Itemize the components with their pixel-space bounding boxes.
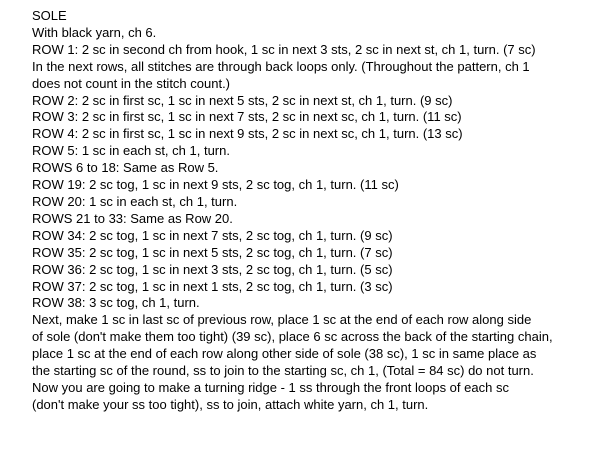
instruction-line-14: ROW 35: 2 sc tog, 1 sc in next 5 sts, 2 sc tog, ch 1, turn. (7 sc) <box>32 244 393 260</box>
instruction-line-9: ROWS 6 to 18: Same as Row 5. <box>32 160 219 176</box>
instruction-line-23: (don't make your ss too tight), ss to join, attach white yarn, ch 1, turn. <box>32 396 429 412</box>
instruction-line-13: ROW 34: 2 sc tog, 1 sc in next 7 sts, 2 sc tog, ch 1, turn. (9 sc) <box>32 227 393 243</box>
instruction-line-12: ROWS 21 to 33: Same as Row 20. <box>32 210 233 226</box>
instruction-line-4: does not count in the stitch count.) <box>32 75 231 91</box>
instruction-line-20: place 1 sc at the end of each row along other side of sole (38 sc), 1 sc in same place as <box>32 346 537 362</box>
instruction-line-22: Now you are going to make a turning ridge - 1 ss through the front loops of each sc <box>32 379 509 395</box>
instruction-line-2: ROW 1: 2 sc in second ch from hook, 1 sc in next 3 sts, 2 sc in next st, ch 1, turn. (7 sc) <box>32 41 536 57</box>
instruction-line-5: ROW 2: 2 sc in first sc, 1 sc in next 5 sts, 2 sc in next st, ch 1, turn. (9 sc) <box>32 92 453 108</box>
instruction-line-18: Next, make 1 sc in last sc of previous row, place 1 sc at the end of each row along side <box>32 312 532 328</box>
instruction-line-3: In the next rows, all stitches are through back loops only. (Throughout the pattern, ch 1 <box>32 58 530 74</box>
pattern-document <box>32 8 598 414</box>
instruction-line-11: ROW 20: 1 sc in each st, ch 1, turn. <box>32 193 238 209</box>
instruction-line-7: ROW 4: 2 sc in first sc, 1 sc in next 9 sts, 2 sc in next sc, ch 1, turn. (13 sc) <box>32 126 463 142</box>
section-title: SOLE <box>32 8 67 23</box>
instruction-line-10: ROW 19: 2 sc tog, 1 sc in next 9 sts, 2 sc tog, ch 1, turn. (11 sc) <box>32 177 399 193</box>
instruction-line-15: ROW 36: 2 sc tog, 1 sc in next 3 sts, 2 sc tog, ch 1, turn. (5 sc) <box>32 261 393 277</box>
instruction-line-8: ROW 5: 1 sc in each st, ch 1, turn. <box>32 143 230 159</box>
instruction-line-21: the starting sc of the round, ss to join to the starting sc, ch 1, (Total = 84 sc) do not turn. <box>32 363 534 379</box>
instruction-line-17: ROW 38: 3 sc tog, ch 1, turn. <box>32 295 200 311</box>
instruction-line-6: ROW 3: 2 sc in first sc, 1 sc in next 7 sts, 2 sc in next sc, ch 1, turn. (11 sc) <box>32 109 462 125</box>
instruction-line-16: ROW 37: 2 sc tog, 1 sc in next 1 sts, 2 sc tog, ch 1, turn. (3 sc) <box>32 278 393 294</box>
instruction-line-19: of sole (don't make them too tight) (39 sc), place 6 sc across the back of the starting chain, <box>32 329 553 345</box>
instruction-line-1: With black yarn, ch 6. <box>32 24 157 40</box>
